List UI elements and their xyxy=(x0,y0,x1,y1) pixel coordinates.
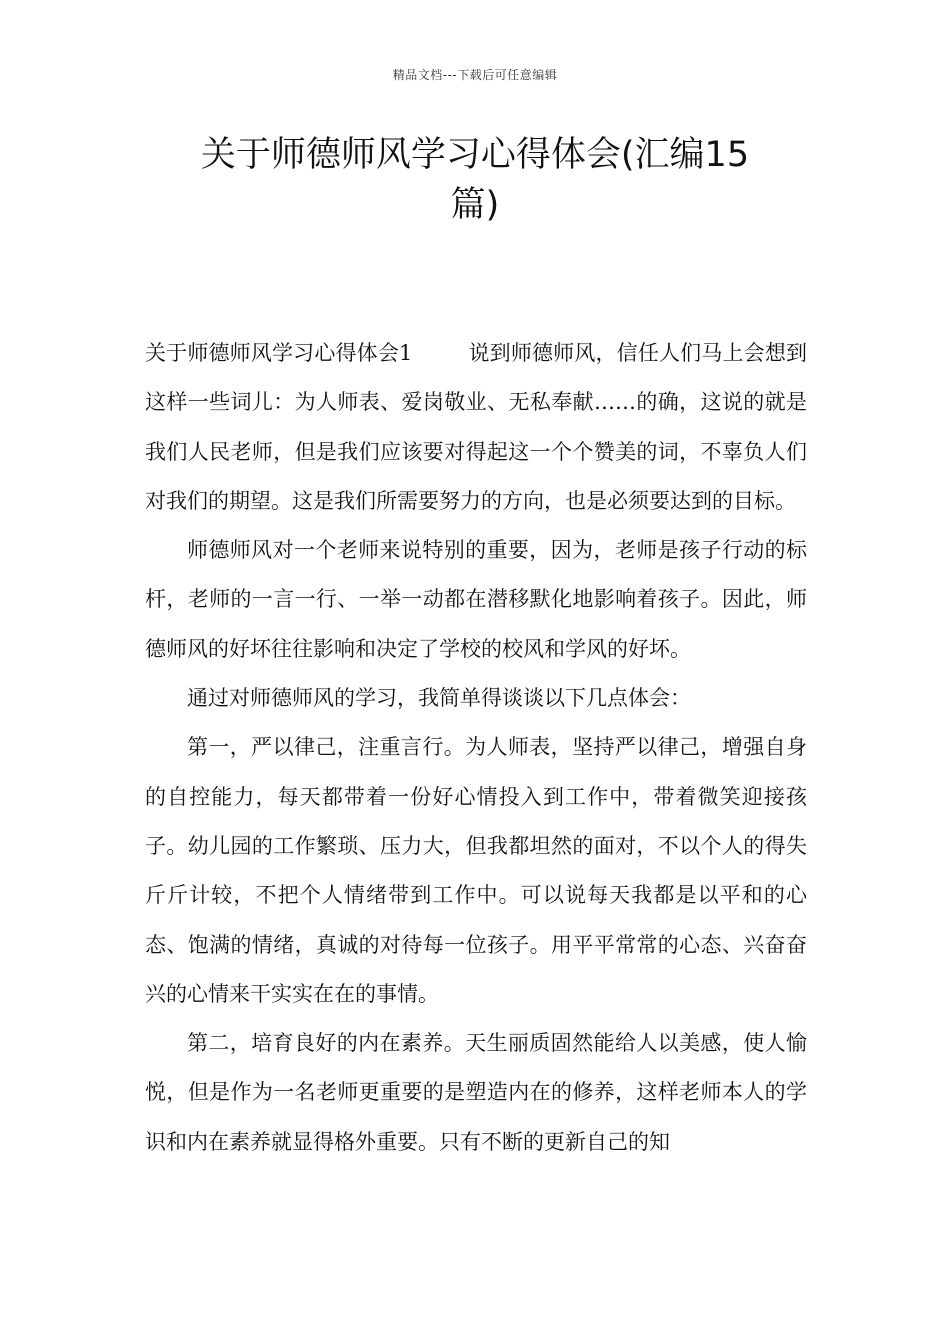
document-body xyxy=(145,329,807,1167)
paragraph-4: 第一，严以律己，注重言行。为人师表，坚持严以律己，增强自身的自控能力，每天都带着一份好心情投入到工作中，带着微笑迎接孩子。幼儿园的工作繁琐、压力大，但我都坦然的面对，不以个人的得失斤斤计较，不把个人情绪带到工作中。可以说每天我都是以平和的心态、饱满的情绪，真诚的对待每一位孩子。用平平常常的心态、兴奋奋兴的心情来干实实在在的事情。 xyxy=(145,735,807,1006)
paragraph-5: 第二，培育良好的内在素养。天生丽质固然能给人以美感，使人愉悦，但是作为一名老师更重要的是塑造内在的修养，这样老师本人的学识和内在素养就显得格外重要。只有不断的更新自己的知 xyxy=(145,1031,807,1154)
paragraph-3: 通过对师德师风的学习，我简单得谈谈以下几点体会： xyxy=(187,686,691,711)
paragraph-1-text: 说到师德师风，信任人们马上会想到这样一些词儿：为人师表、爱岗敬业、无私奉献……的确，这说的就是我们人民老师，但是我们应该要对得起这一个个赞美的词，不辜负人们对我们的期望。这是我们所需要努力的方向，也是必须要达到的目标。 xyxy=(145,341,807,513)
paragraph-2: 师德师风对一个老师来说特别的重要，因为，老师是孩子行动的标杆，老师的一言一行、一举一动都在潜移默化地影响着孩子。因此，师德师风的好坏往往影响和决定了学校的校风和学风的好坏。 xyxy=(145,538,807,661)
paragraph-1 xyxy=(145,329,807,526)
document-title xyxy=(160,130,790,230)
section-label: 关于师德师风学习心得体会1 xyxy=(145,341,413,365)
header-note: 精品文档---下载后可任意编辑 xyxy=(392,68,558,82)
title-line-2: 篇) xyxy=(450,185,500,225)
title-line-1: 关于师德师风学习心得体会(汇编15 xyxy=(200,135,750,175)
